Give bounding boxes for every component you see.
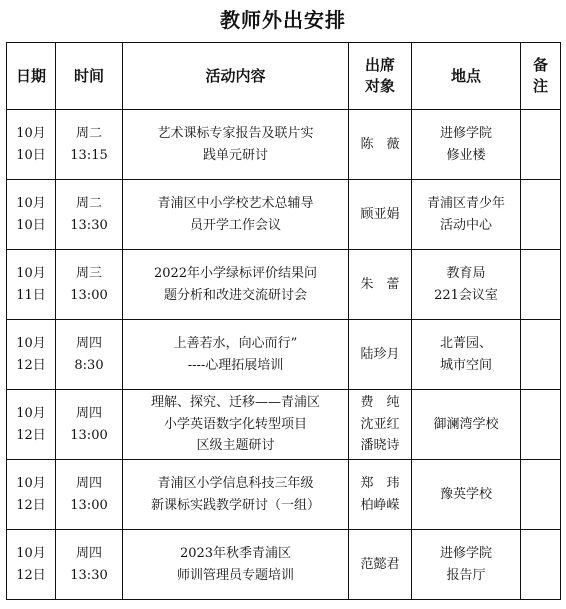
header-date: 日期 <box>7 43 56 110</box>
cell-location: 御澜湾学校 <box>412 390 521 460</box>
cell-attendee: 陆珍月 <box>349 320 412 390</box>
cell-attendee: 朱 蕾 <box>349 250 412 320</box>
cell-date: 10月 10日 <box>7 110 56 180</box>
cell-time: 周二 13:15 <box>56 110 123 180</box>
header-location: 地点 <box>412 43 521 110</box>
cell-activity: 理解、探究、迁移——青浦区 小学英语数字化转型项目 区级主题研讨 <box>123 390 349 460</box>
table-row <box>7 110 561 180</box>
cell-note <box>521 250 561 320</box>
table-row <box>7 460 561 530</box>
cell-attendee: 郑 玮 柏峥嵘 <box>349 460 412 530</box>
header-attendee: 出席 对象 <box>349 43 412 110</box>
table-row <box>7 530 561 600</box>
cell-attendee: 费 纯 沈亚红 潘晓诗 <box>349 390 412 460</box>
cell-attendee: 陈 薇 <box>349 110 412 180</box>
cell-date: 10月 12日 <box>7 460 56 530</box>
header-row <box>7 43 561 110</box>
table-row <box>7 320 561 390</box>
cell-note <box>521 320 561 390</box>
cell-time: 周四 8:30 <box>56 320 123 390</box>
cell-activity: 艺术课标专家报告及联片实 践单元研讨 <box>123 110 349 180</box>
table-row <box>7 180 561 250</box>
table-row <box>7 390 561 460</box>
cell-activity: 2023年秋季青浦区 师训管理员专题培训 <box>123 530 349 600</box>
cell-date: 10月 10日 <box>7 180 56 250</box>
cell-location: 教育局 221会议室 <box>412 250 521 320</box>
cell-date: 10月 11日 <box>7 250 56 320</box>
cell-note <box>521 110 561 180</box>
cell-note <box>521 180 561 250</box>
cell-note <box>521 460 561 530</box>
cell-date: 10月 12日 <box>7 530 56 600</box>
cell-location: 进修学院 修业楼 <box>412 110 521 180</box>
cell-location: 北菁园、 城市空间 <box>412 320 521 390</box>
header-activity: 活动内容 <box>123 43 349 110</box>
cell-time: 周三 13:00 <box>56 250 123 320</box>
page-title: 教师外出安排 <box>220 8 346 32</box>
table-row <box>7 250 561 320</box>
cell-note <box>521 530 561 600</box>
cell-attendee: 顾亚娟 <box>349 180 412 250</box>
cell-location: 进修学院 报告厅 <box>412 530 521 600</box>
cell-location: 豫英学校 <box>412 460 521 530</box>
cell-note <box>521 390 561 460</box>
cell-date: 10月 12日 <box>7 320 56 390</box>
cell-date: 10月 12日 <box>7 390 56 460</box>
cell-location: 青浦区青少年 活动中心 <box>412 180 521 250</box>
cell-attendee: 范懿君 <box>349 530 412 600</box>
cell-time: 周二 13:30 <box>56 180 123 250</box>
cell-time: 周四 13:00 <box>56 460 123 530</box>
header-note: 备 注 <box>521 43 561 110</box>
cell-time: 周四 13:30 <box>56 530 123 600</box>
schedule-table <box>6 42 561 600</box>
cell-time: 周四 13:00 <box>56 390 123 460</box>
cell-activity: 青浦区小学信息科技三年级 新课标实践教学研讨（一组） <box>123 460 349 530</box>
cell-activity: 青浦区中小学校艺术总辅导 员开学工作会议 <box>123 180 349 250</box>
header-time: 时间 <box>56 43 123 110</box>
cell-activity: 上善若水，向心而行” ----心理拓展培训 <box>123 320 349 390</box>
cell-activity: 2022年小学绿标评价结果问 题分析和改进交流研讨会 <box>123 250 349 320</box>
